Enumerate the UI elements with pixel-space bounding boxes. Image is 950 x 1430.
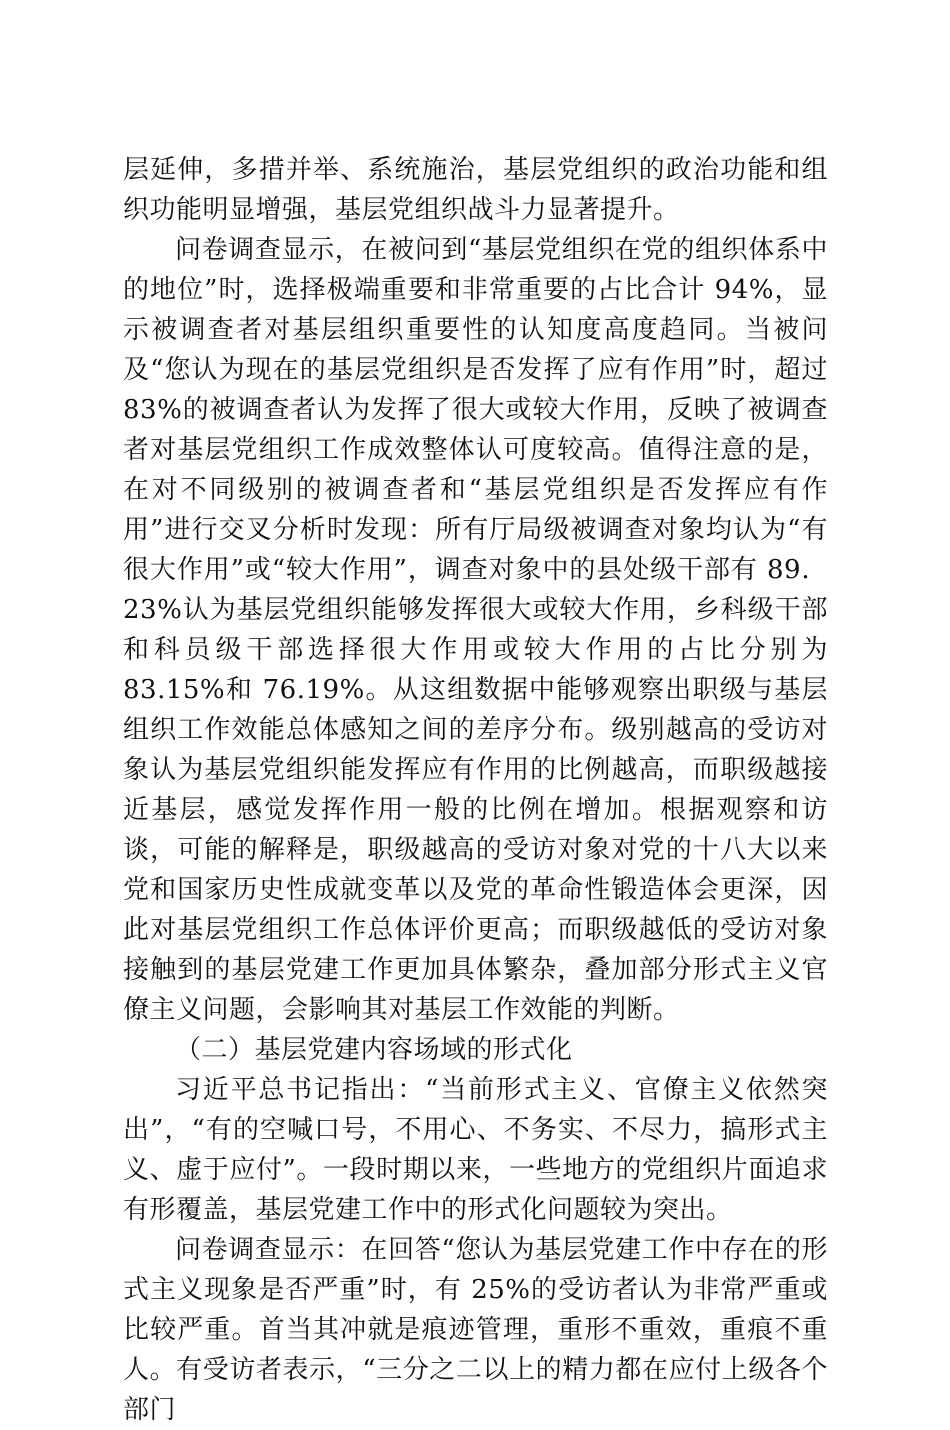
section-heading: （二）基层党建内容场域的形式化 xyxy=(175,1035,573,1065)
document-body xyxy=(123,150,828,1430)
paragraph-formalism-survey: 问卷调查显示：在回答“您认为基层党建工作中存在的形式主义现象是否严重”时，有 25%的受访者认为非常严重或比较严重。首当其冲就是痕迹管理，重形不重效，重痕不重人。有受访者表示，“三分之二以上的精力都在应付上级各个部门 xyxy=(123,1235,828,1425)
paragraph-continuation: 层延伸，多措并举、系统施治，基层党组织的政治功能和组织功能明显增强，基层党组织战斗力显著提升。 xyxy=(123,155,828,225)
paragraph-quote: 习近平总书记指出：“当前形式主义、官僚主义依然突出”，“有的空喊口号，不用心、不务实、不尽力，搞形式主义、虚于应付”。一段时期以来，一些地方的党组织片面追求有形覆盖，基层党建工作中的形式化问题较为突出。 xyxy=(123,1075,828,1225)
paragraph-survey-results: 问卷调查显示，在被问到“基层党组织在党的组织体系中的地位”时，选择极端重要和非常重要的占比合计 94%，显示被调查者对基层组织重要性的认知度高度趋同。当被问及“您认为现在的基层党组织是否发挥了应有作用”时，超过 83%的被调查者认为发挥了很大或较大作用，反映了被调查者对基层党组织工作成效整体认可度较高。值得注意的是，在对不同级别的被调查者和“基层党组织是否发挥应有作用”进行交叉分析时发现：所有厅局级被调查对象均认为“有很大作用”或“较大作用”，调查对象中的县处级干部有 89．23%认为基层党组织能够发挥很大或较大作用，乡科级干部和科员级干部选择很大作用或较大作用的占比分别为 83.15%和 76.19%。从这组数据中能够观察出职级与基层组织工作效能总体感知之间的差序分布。级别越高的受访对象认为基层党组织能发挥应有作用的比例越高，而职级越接近基层，感觉发挥作用一般的比例在增加。根据观察和访谈，可能的解释是，职级越高的受访对象对党的十八大以来党和国家历史性成就变革以及党的革命性锻造体会更深，因此对基层党组织工作总体评价更高；而职级越低的受访对象接触到的基层党建工作更加具体繁杂，叠加部分形式主义官僚主义问题，会影响其对基层工作效能的判断。 xyxy=(123,235,828,1025)
